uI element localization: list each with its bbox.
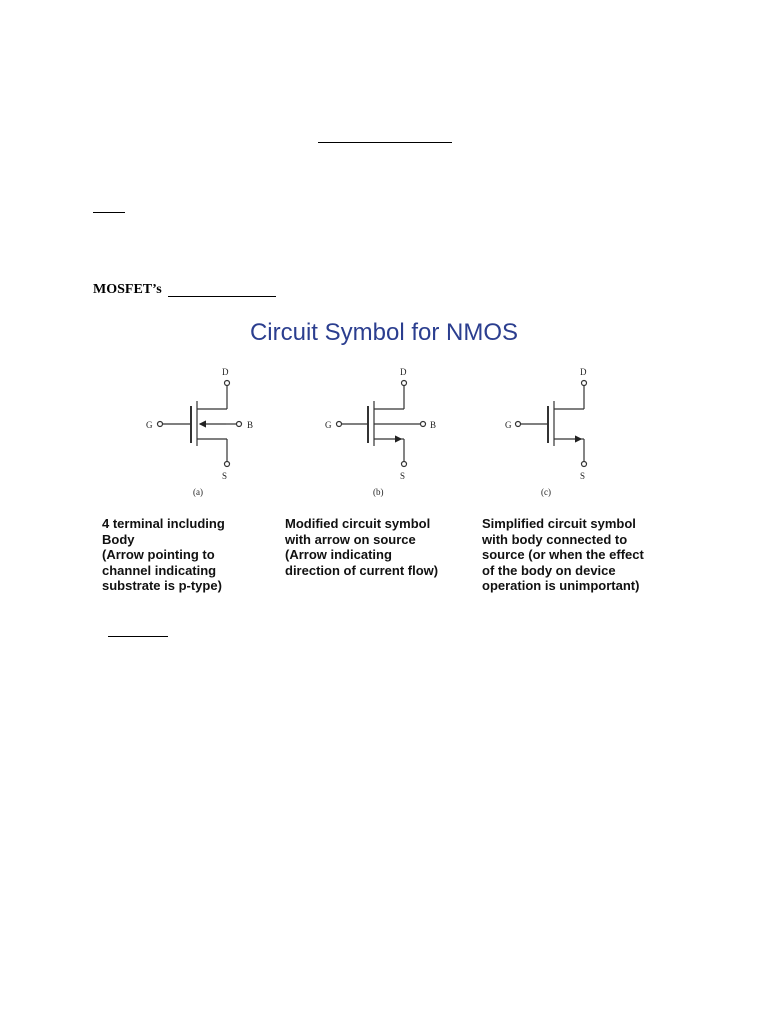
caption-c bbox=[482, 516, 644, 594]
labels-a bbox=[146, 367, 253, 497]
drain-label-a: D bbox=[222, 367, 229, 377]
caption-c-line: source (or when the effect bbox=[482, 547, 644, 562]
caption-c-line: Simplified circuit symbol bbox=[482, 516, 636, 531]
gate-label-a: G bbox=[146, 420, 153, 430]
caption-a-line: 4 terminal including bbox=[102, 516, 225, 531]
caption-b bbox=[285, 516, 438, 578]
labels-c bbox=[505, 367, 587, 497]
gate-terminal-c bbox=[516, 422, 521, 427]
source-terminal-b bbox=[402, 462, 407, 467]
caption-b-line: (Arrow indicating bbox=[285, 547, 392, 562]
caption-c-line: operation is unimportant) bbox=[482, 578, 640, 593]
figure-title: Circuit Symbol for NMOS bbox=[249, 319, 519, 346]
drain-terminal-b bbox=[402, 381, 407, 386]
drain-label-b: D bbox=[400, 367, 407, 377]
caption-a-line: Body bbox=[102, 531, 135, 547]
body-label-b: B bbox=[430, 420, 437, 430]
gate-terminal-b bbox=[337, 422, 342, 427]
caption-c-line: with body connected to bbox=[482, 531, 628, 547]
source-label-c: S bbox=[580, 471, 586, 481]
body-label-a: B bbox=[247, 420, 254, 430]
caption-b-line: with arrow on source bbox=[285, 531, 416, 547]
caption-b-line: direction of current flow) bbox=[285, 562, 439, 578]
source-label-b: S bbox=[400, 471, 406, 481]
symbol-b bbox=[337, 381, 426, 467]
gate-label-c: G bbox=[505, 420, 512, 430]
symbol-a bbox=[158, 381, 242, 467]
section-underline bbox=[108, 636, 168, 637]
source-terminal-a bbox=[225, 462, 230, 467]
panel-label-c: (c) bbox=[541, 487, 551, 497]
panel-label-b: (b) bbox=[373, 487, 384, 497]
drain-terminal-c bbox=[582, 381, 587, 386]
caption-a bbox=[102, 516, 225, 594]
gate-terminal-a bbox=[158, 422, 163, 427]
caption-c-line: of the body on device bbox=[482, 562, 616, 578]
panel-label-a: (a) bbox=[193, 487, 203, 497]
caption-a-line: (Arrow pointing to bbox=[102, 547, 215, 562]
body-terminal-a bbox=[237, 422, 242, 427]
body-terminal-b bbox=[421, 422, 426, 427]
gate-label-b: G bbox=[325, 420, 332, 430]
mosfet-heading: MOSFET’s bbox=[93, 282, 162, 297]
source-terminal-c bbox=[582, 462, 587, 467]
symbol-c bbox=[516, 381, 587, 467]
caption-a-line: substrate is p-type) bbox=[102, 578, 222, 593]
drain-terminal-a bbox=[225, 381, 230, 386]
source-label-a: S bbox=[222, 471, 228, 481]
labels-b bbox=[325, 367, 436, 497]
caption-b-line: Modified circuit symbol bbox=[285, 516, 431, 531]
caption-a-line: channel indicating bbox=[102, 562, 217, 578]
drain-label-c: D bbox=[580, 367, 587, 377]
